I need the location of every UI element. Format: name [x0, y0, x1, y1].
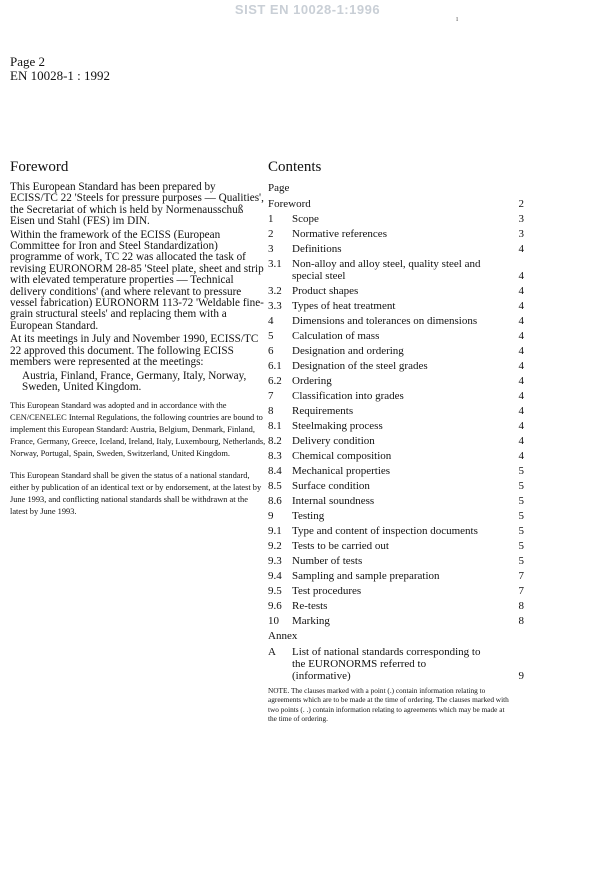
toc-entry-title: Designation of the steel grades [292, 360, 428, 372]
toc-entry-number: 7 [268, 390, 274, 402]
toc-entry-title: Number of tests [292, 555, 363, 567]
toc-entry-title: Definitions [292, 243, 342, 255]
toc-entry-number: 8.6 [268, 495, 282, 507]
toc-entry-number: 9.2 [268, 540, 282, 552]
toc-entry [268, 198, 524, 210]
toc-entry-page: 4 [518, 435, 524, 447]
foreword-paragraph: At its meetings in July and November 1990, ECISS/TC 22 approved this document. The following ECISS members were represented at the meetings: [10, 333, 259, 369]
toc-entry-number: 9.6 [268, 600, 282, 612]
toc-entry-number: 3.2 [268, 285, 282, 297]
toc-entry [268, 525, 524, 537]
contents-section [268, 182, 524, 724]
toc-entry-title: Designation and ordering [292, 345, 404, 357]
toc-entry-number: 10 [268, 615, 279, 627]
toc-entry-page: 7 [518, 570, 524, 582]
represented-countries: Austria, Finland, France, Germany, Italy, Norway, Sweden, United Kingdom. [22, 369, 247, 393]
toc-entry [268, 615, 524, 627]
toc-entry-title: Sampling and sample preparation [292, 570, 440, 582]
toc-entry-page: 5 [518, 465, 524, 477]
toc-entry-title: Requirements [292, 405, 354, 417]
toc-entry-title: Product shapes [292, 285, 359, 297]
toc-entry-page: 5 [518, 525, 524, 537]
toc-entry [268, 330, 524, 342]
toc-entry [268, 390, 524, 402]
toc-entry [268, 213, 524, 225]
toc-entry-page: 4 [518, 270, 524, 282]
toc-entry [268, 435, 524, 447]
toc-entry-page: 5 [518, 540, 524, 552]
toc-entry [268, 300, 524, 312]
toc-entry-number: 8.5 [268, 480, 282, 492]
toc-entry-page: 4 [518, 360, 524, 372]
toc-note: NOTE. The clauses marked with a point (.) contain information relating to agreements which are to be made at the time of ordering. The clauses marked with two points (. .) contain information relating to agreements which may be made at the time of ordering. [268, 686, 509, 724]
toc-entry [268, 405, 524, 417]
toc-entry-number: 6.2 [268, 375, 282, 387]
toc-entry-title: Test procedures [292, 585, 362, 597]
toc-entry-number: 8.1 [268, 420, 282, 432]
toc-entry-page: 5 [518, 555, 524, 567]
toc-entry [268, 450, 524, 462]
toc-entry-number: 1 [268, 213, 274, 225]
toc-entry-page: 4 [518, 375, 524, 387]
toc-entry [268, 345, 524, 357]
margin-mark: ı [456, 14, 459, 23]
toc-entry [268, 228, 524, 240]
toc-entry-page: 5 [518, 495, 524, 507]
toc-entry [268, 495, 524, 507]
toc-entry-number: 9.4 [268, 570, 282, 582]
toc-entry-title: List of national standards corresponding to the EURONORMS referred to (informative) [292, 646, 481, 682]
toc-entry-title: Classification into grades [292, 390, 404, 402]
toc-entry-title: Steelmaking process [292, 420, 383, 432]
toc-entry-page: 9 [518, 670, 524, 682]
contents-title: Contents [268, 159, 322, 175]
toc-entry [268, 360, 524, 372]
toc-entry-number: 3.1 [268, 258, 282, 270]
toc-entry-page: 4 [518, 315, 524, 327]
annex-list [268, 646, 524, 682]
toc-entry-page: 4 [518, 450, 524, 462]
toc-entry-title: Chemical composition [292, 450, 392, 462]
foreword-section [10, 182, 266, 527]
toc-entry-number: 8.4 [268, 465, 282, 477]
toc-entry [268, 585, 524, 597]
toc-entry-number: 9.3 [268, 555, 282, 567]
toc-entry [268, 465, 524, 477]
toc-entry-number: 8 [268, 405, 274, 417]
toc-entry-title: Calculation of mass [292, 330, 380, 342]
toc-entry-number: 9.1 [268, 525, 282, 537]
toc-entry-page: 5 [518, 480, 524, 492]
toc-entry [268, 540, 524, 552]
toc-entry-title: Type and content of inspection documents [292, 525, 478, 537]
toc-entry-title: Non-alloy and alloy steel, quality steel and special steel [292, 258, 481, 282]
toc-entry-page: 4 [518, 345, 524, 357]
toc-entry-page: 3 [518, 228, 524, 240]
toc-entry-page: 4 [518, 420, 524, 432]
toc-entry-number: 2 [268, 228, 274, 240]
toc-entry-number: 6 [268, 345, 274, 357]
toc-entry-page: 4 [518, 285, 524, 297]
toc-entry-page: 4 [518, 243, 524, 255]
toc-entry-number: 8.3 [268, 450, 282, 462]
toc-entry-number: 5 [268, 330, 274, 342]
toc-entry-title: Scope [292, 213, 319, 225]
toc-entry-page: 8 [518, 600, 524, 612]
toc-list [268, 198, 524, 627]
toc-entry-title: Foreword [268, 198, 311, 210]
toc-entry [268, 315, 524, 327]
toc-entry-title: Re-tests [292, 600, 328, 612]
toc-entry-title: Normative references [292, 228, 387, 240]
toc-entry [268, 570, 524, 582]
status-paragraph: This European Standard shall be given the status of a national standard, either by publication of an identical text or by endorsement, at the latest by June 1993, and conflicting national standards shall be withdrawn at the latest by June 1993. [10, 470, 262, 516]
toc-entry-title: Internal soundness [292, 495, 375, 507]
toc-entry-number: 3.3 [268, 300, 282, 312]
toc-entry [268, 258, 524, 282]
toc-page-header: Page [268, 182, 290, 194]
foreword-paragraph: Within the framework of the ECISS (European Committee for Iron and Steel Standardization) programme of work, TC 22 was allocated the task of revising EURONORM 28-85 'Steel plate, sheet and strip with elevated temperature properties — Technical delivery conditions' (and where relevant to pressure vessel fabrication) EURONORM 113-72 'Weldable fine-grain structural steels' and replacing them with a European Standard. [10, 228, 264, 332]
toc-entry-title: Delivery condition [292, 435, 375, 447]
watermark: SIST EN 10028-1:1996 [234, 2, 381, 17]
toc-entry [268, 646, 524, 682]
toc-entry [268, 420, 524, 432]
toc-entry-title: Testing [292, 510, 325, 522]
toc-entry-page: 7 [518, 585, 524, 597]
toc-entry-title: Marking [292, 615, 330, 627]
adoption-paragraph: This European Standard was adopted and in accordance with the CEN/CENELEC Internal Regulations, the following countries are bound to implement this European Standard: Austria, Belgium, Denmark, Finland, France, Germany, Greece, Iceland, Ireland, Italy, Luxembourg, Netherlands, Norway, Portugal, Spain, Sweden, Switzerland, United Kingdom. [10, 401, 266, 458]
toc-entry [268, 375, 524, 387]
toc-entry-number: 9 [268, 510, 274, 522]
annex-header: Annex [268, 630, 298, 642]
toc-entry-title: Types of heat treatment [292, 300, 396, 312]
toc-entry [268, 555, 524, 567]
toc-entry-number: 6.1 [268, 360, 282, 372]
page-label: Page 2 [10, 54, 46, 69]
toc-entry-title: Surface condition [292, 480, 370, 492]
toc-entry-title: Mechanical properties [292, 465, 391, 477]
foreword-title: Foreword [10, 159, 69, 175]
toc-entry-number: 8.2 [268, 435, 282, 447]
standard-id: EN 10028-1 : 1992 [10, 68, 111, 83]
toc-entry [268, 480, 524, 492]
toc-entry-title: Dimensions and tolerances on dimensions [292, 315, 478, 327]
toc-entry [268, 600, 524, 612]
toc-entry-number: 9.5 [268, 585, 282, 597]
toc-entry-page: 3 [518, 213, 524, 225]
toc-entry-page: 8 [518, 615, 524, 627]
toc-entry-title: Tests to be carried out [292, 540, 389, 552]
toc-entry-number: 3 [268, 243, 274, 255]
toc-entry-page: 4 [518, 300, 524, 312]
toc-entry-page: 4 [518, 405, 524, 417]
toc-entry [268, 243, 524, 255]
toc-entry-number: 4 [268, 315, 274, 327]
toc-entry-number: A [268, 646, 276, 658]
toc-entry-page: 5 [518, 510, 524, 522]
toc-entry [268, 285, 524, 297]
toc-entry-page: 4 [518, 390, 524, 402]
toc-entry-page: 2 [518, 198, 524, 210]
toc-entry-page: 4 [518, 330, 524, 342]
foreword-paragraph: This European Standard has been prepared by ECISS/TC 22 'Steels for pressure purposes — Qualities', the Secretariat of which is held by Normenausschuß Eisen und Stahl (FES) im DIN. [10, 181, 264, 228]
toc-entry [268, 510, 524, 522]
toc-entry-title: Ordering [292, 375, 332, 387]
